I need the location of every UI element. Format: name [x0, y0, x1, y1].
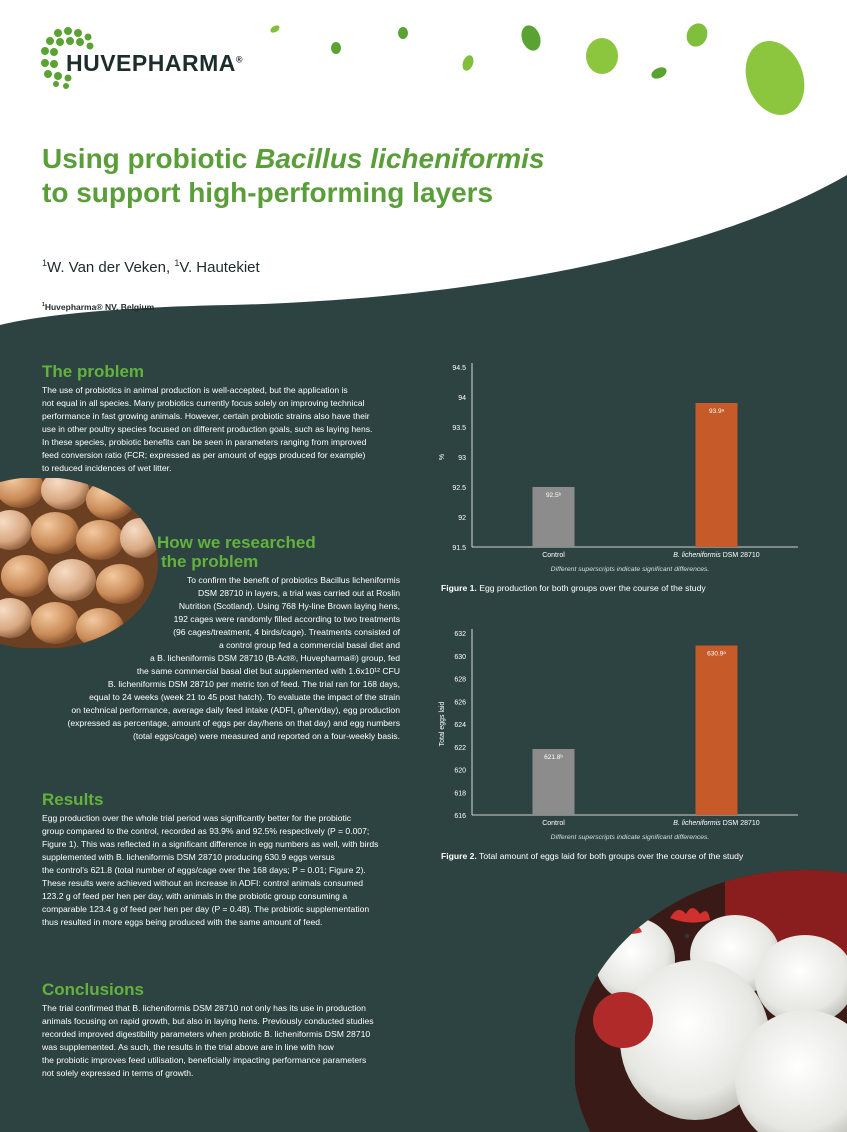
- y-tick-label: 94.5: [452, 365, 466, 372]
- total-eggs-bar-chart: [430, 623, 810, 833]
- conclusions-heading: Conclusions: [42, 980, 145, 999]
- category-label: Control: [542, 552, 565, 559]
- y-tick-label: 93.5: [452, 425, 466, 432]
- y-tick-label: 92.5: [452, 485, 466, 492]
- y-axis-label: Total eggs laid: [439, 701, 446, 747]
- y-tick-label: 620: [454, 767, 466, 775]
- figure-1-note: Different superscripts indicate significant differences.: [550, 566, 710, 573]
- research-body: To confirm the benefit of probiotics Bacillus licheniformis DSM 28710 in layers, a trial was carried out at Roslin Nutrition (Scotland). Using 768 Hy-line Brown laying hens, 192 cages were randomly filled according to two treatments (96 cages/treatment, 4 birds/cage). Treatments consisted of a control group fed a commercial basal diet and a B. licheniformis DSM 28710 (B-Act®, Huvepharma®) group, fed the same commercial basal diet but supplemented with 1.6x10¹² CFU B. licheniformis DSM 28710 per metric ton of feed. The trial ran for 168 days, equal to 24 weeks (week 21 to 45 post hatch). To evaluate the impact of the strain on technical performance, average daily feed intake (ADFI, g/hen/day), egg production (expressed as percentage, amount of eggs per day/hens on that day) and egg numbers (total eggs/cage) were measured and reported on a four-weekly basis.: [67, 575, 400, 741]
- y-tick-label: 618: [454, 790, 466, 798]
- bar-probiotic: [696, 646, 738, 815]
- y-tick-label: 626: [454, 699, 466, 707]
- figure-2-note: Different superscripts indicate significant differences.: [550, 834, 710, 841]
- bar-probiotic: [696, 403, 738, 547]
- bar-value-label: 93.9ᵃ: [708, 408, 725, 415]
- y-tick-label: 93: [458, 455, 466, 462]
- authors: $^1$W. Van der Veken, $^1$V. Hautekiet: [42, 258, 260, 276]
- results-body: Egg production over the whole trial period was significantly better for the probiotic group compared to the control, recorded as 93.9% and 92.5% respectively (P = 0.007; Figure 1). This was reflected in a significant difference in egg numbers as well, with birds supplemented with B. licheniformis DSM 28710 producing 630.9 eggs versus the control’s 621.8 (total number of eggs/cage over the 168 days; P = 0.01; Figure 2). These results were achieved without an increase in ADFI: control animals consumed 123.2 g of feed per hen per day, with animals in the probiotic group consuming a comparable 123.4 g of feed per hen per day (P = 0.48). The probiotic supplementation thus resulted in more eggs being produced with the same amount of feed.: [42, 813, 379, 927]
- conclusions-body: The trial confirmed that B. licheniformis DSM 28710 not only has its use in production animals focusing on rapid growth, but also in laying hens. Previously conducted studies recorded improved digestibility parameters when probiotic B. licheniformis DSM 28710 was supplemented. As such, the results in the trial above are in line with how the probiotic improves feed utilisation, beneficially impacting performance parameters not solely expressed in terms of growth.: [42, 1003, 374, 1078]
- y-tick-label: 628: [454, 676, 466, 684]
- category-label: B. licheniformis DSM 28710: [673, 552, 760, 559]
- hens-photo: [575, 870, 847, 1132]
- y-tick-label: 92: [458, 515, 466, 522]
- figure-2-caption: Figure 2. Total amount of eggs laid for both groups over the course of the study: [441, 851, 744, 861]
- figure-1-chart: [430, 355, 810, 567]
- y-tick-label: 622: [454, 744, 466, 752]
- page-title: Using probiotic Bacillus licheniformis to support high-performing layers: [42, 143, 545, 208]
- bar-value-label: 92.5ᵇ: [545, 492, 562, 499]
- bar-value-label: 621.8ᵇ: [544, 754, 563, 762]
- egg-production-bar-chart: [430, 355, 810, 567]
- y-tick-label: 624: [454, 722, 466, 729]
- category-label: Control: [542, 820, 565, 827]
- results-heading: Results: [42, 790, 104, 809]
- y-tick-label: 630: [454, 653, 466, 661]
- brand-name: HUVEPHARMA®: [66, 50, 243, 76]
- category-label: B. licheniformis DSM 28710: [673, 820, 760, 827]
- y-tick-label: 632: [454, 631, 466, 638]
- y-tick-label: 91.5: [452, 545, 466, 552]
- affiliation: $^1$Huvepharma® NV, Belgium: [42, 302, 155, 312]
- problem-heading: The problem: [42, 362, 145, 381]
- figure-2-chart: [430, 623, 810, 833]
- research-heading: How we researched the problem: [157, 533, 316, 571]
- y-tick-label: 94: [458, 395, 466, 402]
- bar-value-label: 630.9ᵃ: [707, 650, 726, 658]
- huvepharma-logo: [40, 26, 245, 90]
- figure-1-caption: Figure 1. Egg production for both groups over the course of the study: [441, 583, 706, 593]
- y-tick-label: 616: [454, 813, 466, 820]
- y-axis-label: %: [439, 453, 446, 461]
- problem-body: The use of probiotics in animal production is well-accepted, but the application is not equal in all species. Many probiotics currently focus solely on improving technical performance in fast growing animals. However, certain probiotic strains also have their use in other poultry species focused on different production goals, such as laying hens. In these species, probiotic benefits can be seen in parameters ranging from improved feed conversion ratio (FCR; expressed as per amount of eggs produced for example) to reduced incidences of wet litter.: [42, 385, 373, 473]
